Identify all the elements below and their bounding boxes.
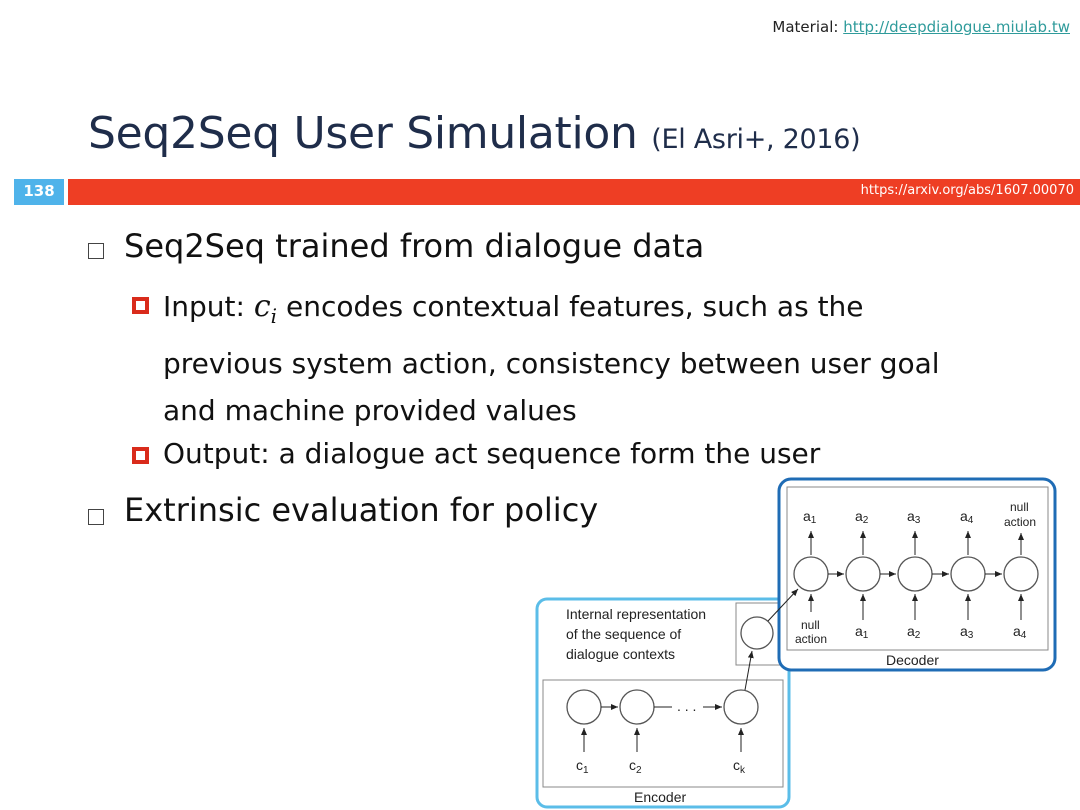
decoder-input-a1: a1 [855, 623, 869, 641]
decoder-input-action: action [795, 632, 828, 646]
encoder-node-k [724, 690, 758, 724]
encoder-input-c1: $c_1$ [576, 757, 589, 776]
encoder-node-2 [620, 690, 654, 724]
encoder-label: Encoder [634, 789, 687, 805]
arxiv-link[interactable]: https://arxiv.org/abs/1607.00070 [860, 183, 1074, 198]
variable-base: c [253, 289, 271, 324]
decoder-input-a2: a2 [907, 623, 921, 641]
decoder-output-null: null [1010, 500, 1029, 514]
decoder-input-a3: a3 [960, 623, 974, 641]
decoder-node-3 [898, 557, 932, 591]
sub-bullet-output: Output: a dialogue act sequence form the user [163, 437, 821, 470]
material-link[interactable]: http://deepdialogue.miulab.tw [843, 18, 1070, 36]
decoder-node-2 [846, 557, 880, 591]
input-prefix: Input: [163, 290, 245, 323]
encoder-input-c2: $c_2$ [629, 757, 642, 776]
decoder-input-a4: a4 [1013, 623, 1027, 641]
slide-number: 138 [14, 179, 64, 205]
internal-rep-node [741, 617, 773, 649]
encoder-node-1 [567, 690, 601, 724]
decoder-output-a1: a1 [803, 508, 817, 526]
decoder-output-action: action [1004, 515, 1037, 529]
internal-rep-line-1: Internal representation [566, 606, 707, 622]
internal-rep-line-2: of the sequence of [566, 626, 682, 642]
title-citation: (El Asri+, 2016) [651, 124, 861, 155]
decoder-node-4 [951, 557, 985, 591]
decoder-label: Decoder [886, 652, 939, 668]
encoder-ellipsis: . . . [677, 698, 697, 714]
variable-subscript: i [270, 304, 278, 328]
bullet-extrinsic-evaluation: Extrinsic evaluation for policy [124, 491, 599, 529]
decoder-output-a3: a3 [907, 508, 921, 526]
encoder-input-ck: $c_k$ [733, 757, 745, 776]
decoder-node-1 [794, 557, 828, 591]
decoder-node-5 [1004, 557, 1038, 591]
material-label: Material: [772, 18, 839, 36]
input-description: encodes contextual features, such as the previous system action, consistency between user goal and machine provided values [163, 290, 940, 427]
title-text: Seq2Seq User Simulation [88, 108, 638, 159]
internal-rep-line-3: dialogue contexts [566, 646, 675, 662]
decoder-output-a2: a2 [855, 508, 869, 526]
decoder-input-null: null [801, 618, 820, 632]
decoder-output-a4: a4 [960, 508, 974, 526]
bullet-seq2seq-trained: Seq2Seq trained from dialogue data [124, 227, 705, 265]
